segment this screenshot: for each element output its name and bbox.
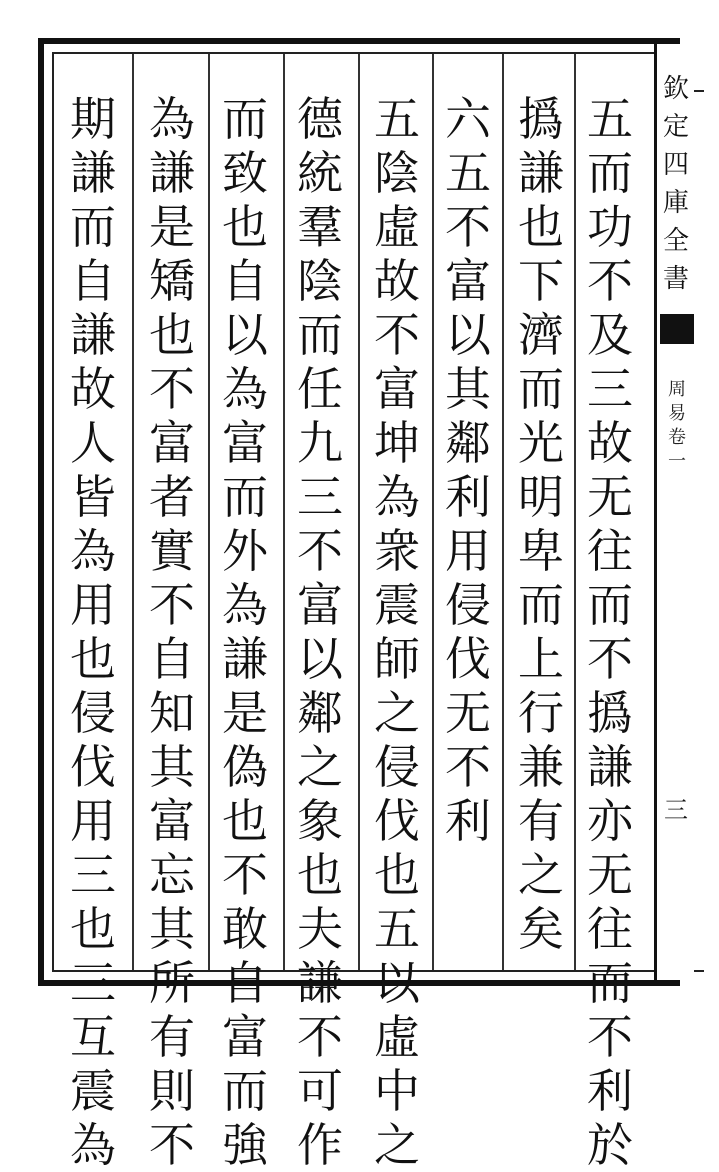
title-character: 庫: [662, 188, 689, 218]
column-divider: [283, 54, 285, 970]
character: 人: [70, 416, 116, 470]
title-character: 欽: [662, 74, 689, 104]
character: 謙: [70, 308, 116, 362]
character: 用: [70, 578, 116, 632]
character: 謙: [149, 146, 195, 200]
character: 用: [70, 794, 116, 848]
column-divider: [574, 54, 576, 970]
character: 撝: [587, 686, 633, 740]
character: 自: [222, 956, 268, 1010]
character: 有: [149, 1010, 195, 1064]
character: 故: [70, 362, 116, 416]
character: 期: [70, 92, 116, 146]
character: 不: [445, 740, 491, 794]
text-column: [579, 92, 641, 1172]
character: 行: [518, 686, 564, 740]
edge-tick: [694, 90, 704, 92]
character: 无: [587, 470, 633, 524]
character: 利: [587, 1064, 633, 1118]
title-character: 書: [662, 264, 689, 294]
character: 及: [587, 308, 633, 362]
character: 於: [587, 1118, 633, 1172]
character: 伐: [70, 740, 116, 794]
character: 不: [445, 200, 491, 254]
character: 為: [374, 470, 420, 524]
character: 富: [149, 794, 195, 848]
character: 富: [222, 416, 268, 470]
character: 五: [374, 92, 420, 146]
character: 也: [149, 308, 195, 362]
character: 之: [374, 686, 420, 740]
character: 衆: [374, 524, 420, 578]
volume-character: 卷: [668, 427, 686, 448]
character: 六: [445, 92, 491, 146]
character: 虛: [374, 1010, 420, 1064]
text-column: [366, 92, 428, 1172]
character: 統: [297, 146, 343, 200]
character: 也: [374, 848, 420, 902]
character: 富: [445, 254, 491, 308]
character: 謙: [70, 146, 116, 200]
character: 皆: [70, 470, 116, 524]
character: 外: [222, 524, 268, 578]
volume-label: [660, 378, 694, 474]
character: 不: [297, 524, 343, 578]
character: 无: [587, 848, 633, 902]
column-divider: [132, 54, 134, 970]
character: 五: [445, 146, 491, 200]
character: 以: [222, 308, 268, 362]
volume-character: 易: [668, 403, 686, 424]
inner-border-left: [52, 52, 54, 972]
character: 陰: [374, 146, 420, 200]
character: 謙: [587, 740, 633, 794]
text-column: [437, 92, 499, 848]
character: 而: [587, 578, 633, 632]
character: 而: [518, 362, 564, 416]
character: 為: [222, 578, 268, 632]
volume-character: 一: [668, 451, 686, 472]
character: 是: [222, 686, 268, 740]
column-divider: [502, 54, 504, 970]
title-character: 全: [662, 226, 689, 256]
character: 德: [297, 92, 343, 146]
character: 為: [70, 1118, 116, 1172]
character: 而: [222, 470, 268, 524]
character: 用: [445, 524, 491, 578]
character: 所: [149, 956, 195, 1010]
character: 不: [587, 632, 633, 686]
character: 有: [518, 794, 564, 848]
character: 互: [70, 1010, 116, 1064]
character: 侵: [374, 740, 420, 794]
character: 伐: [445, 632, 491, 686]
title-character: 定: [662, 112, 689, 142]
fish-tail-mark: [660, 314, 694, 344]
character: 強: [222, 1118, 268, 1172]
character: 謙: [222, 632, 268, 686]
character: 侵: [445, 578, 491, 632]
character: 亦: [587, 794, 633, 848]
character: 為: [222, 362, 268, 416]
character: 五: [374, 902, 420, 956]
character: 羣: [297, 200, 343, 254]
character: 功: [587, 200, 633, 254]
character: 以: [445, 308, 491, 362]
character: 不: [222, 848, 268, 902]
character: 富: [222, 1010, 268, 1064]
character: 可: [297, 1064, 343, 1118]
book-title: [658, 70, 694, 298]
character: 也: [222, 794, 268, 848]
frame-border-left: [38, 38, 44, 986]
character: 不: [587, 1010, 633, 1064]
character: 兼: [518, 740, 564, 794]
frame-border-top: [38, 38, 680, 44]
character: 而: [587, 146, 633, 200]
character: 下: [518, 254, 564, 308]
character: 不: [374, 308, 420, 362]
character: 五: [587, 92, 633, 146]
character: 而: [518, 578, 564, 632]
character: 伐: [374, 794, 420, 848]
character: 震: [70, 1064, 116, 1118]
character: 无: [445, 686, 491, 740]
character: 自: [70, 254, 116, 308]
character: 三: [297, 470, 343, 524]
character: 之: [518, 848, 564, 902]
character: 不: [149, 578, 195, 632]
character: 以: [374, 956, 420, 1010]
character: 謙: [518, 146, 564, 200]
character: 其: [149, 902, 195, 956]
character: 故: [374, 254, 420, 308]
character: 不: [149, 1118, 195, 1172]
character: 自: [222, 254, 268, 308]
character: 也: [70, 632, 116, 686]
character: 九: [297, 416, 343, 470]
character: 三: [70, 848, 116, 902]
character: 其: [149, 740, 195, 794]
character: 利: [445, 470, 491, 524]
character: 師: [374, 632, 420, 686]
character: 之: [374, 1118, 420, 1172]
character: 實: [149, 524, 195, 578]
character: 侵: [70, 686, 116, 740]
character: 富: [149, 416, 195, 470]
character: 則: [149, 1064, 195, 1118]
character: 中: [374, 1064, 420, 1118]
character: 也: [222, 200, 268, 254]
character: 撝: [518, 92, 564, 146]
character: 忘: [149, 848, 195, 902]
character: 也: [297, 848, 343, 902]
character: 其: [445, 362, 491, 416]
character: 而: [297, 308, 343, 362]
inner-border-top: [52, 52, 654, 54]
character: 明: [518, 470, 564, 524]
character: 故: [587, 416, 633, 470]
edge-tick: [694, 970, 704, 972]
character: 鄰: [297, 686, 343, 740]
character: 者: [149, 470, 195, 524]
character: 光: [518, 416, 564, 470]
character: 而: [587, 956, 633, 1010]
column-divider: [358, 54, 360, 970]
character: 自: [149, 632, 195, 686]
character: 敢: [222, 902, 268, 956]
character: 鄰: [445, 416, 491, 470]
frame-border-right: [654, 38, 657, 986]
character: 不: [587, 254, 633, 308]
character: 往: [587, 902, 633, 956]
character: 上: [518, 632, 564, 686]
character: 而: [222, 1064, 268, 1118]
character: 夫: [297, 902, 343, 956]
character: 也: [70, 902, 116, 956]
character: 震: [374, 578, 420, 632]
character: 而: [222, 92, 268, 146]
character: 陰: [297, 254, 343, 308]
volume-character: 周: [668, 379, 686, 400]
character: 為: [70, 524, 116, 578]
character: 卑: [518, 524, 564, 578]
character: 不: [149, 362, 195, 416]
column-divider: [432, 54, 434, 970]
page-number: 三: [664, 796, 688, 824]
character: 矣: [518, 902, 564, 956]
character: 虛: [374, 200, 420, 254]
column-divider: [208, 54, 210, 970]
character: 為: [149, 92, 195, 146]
character: 而: [70, 200, 116, 254]
character: 三: [70, 956, 116, 1010]
character: 任: [297, 362, 343, 416]
character: 知: [149, 686, 195, 740]
character: 富: [374, 362, 420, 416]
character: 坤: [374, 416, 420, 470]
character: 往: [587, 524, 633, 578]
character: 之: [297, 740, 343, 794]
text-column: [214, 92, 276, 1172]
character: 致: [222, 146, 268, 200]
character: 以: [297, 632, 343, 686]
character: 三: [587, 362, 633, 416]
text-column: [289, 92, 351, 1172]
character: 不: [297, 1010, 343, 1064]
character: 富: [297, 578, 343, 632]
title-character: 四: [662, 150, 689, 180]
character: 濟: [518, 308, 564, 362]
character: 作: [297, 1118, 343, 1172]
character: 利: [445, 794, 491, 848]
character: 偽: [222, 740, 268, 794]
character: 也: [518, 200, 564, 254]
text-column: [62, 92, 124, 1172]
character: 是: [149, 200, 195, 254]
character: 謙: [297, 956, 343, 1010]
character: 矯: [149, 254, 195, 308]
text-column: [510, 92, 572, 956]
text-column: [141, 92, 203, 1172]
character: 象: [297, 794, 343, 848]
